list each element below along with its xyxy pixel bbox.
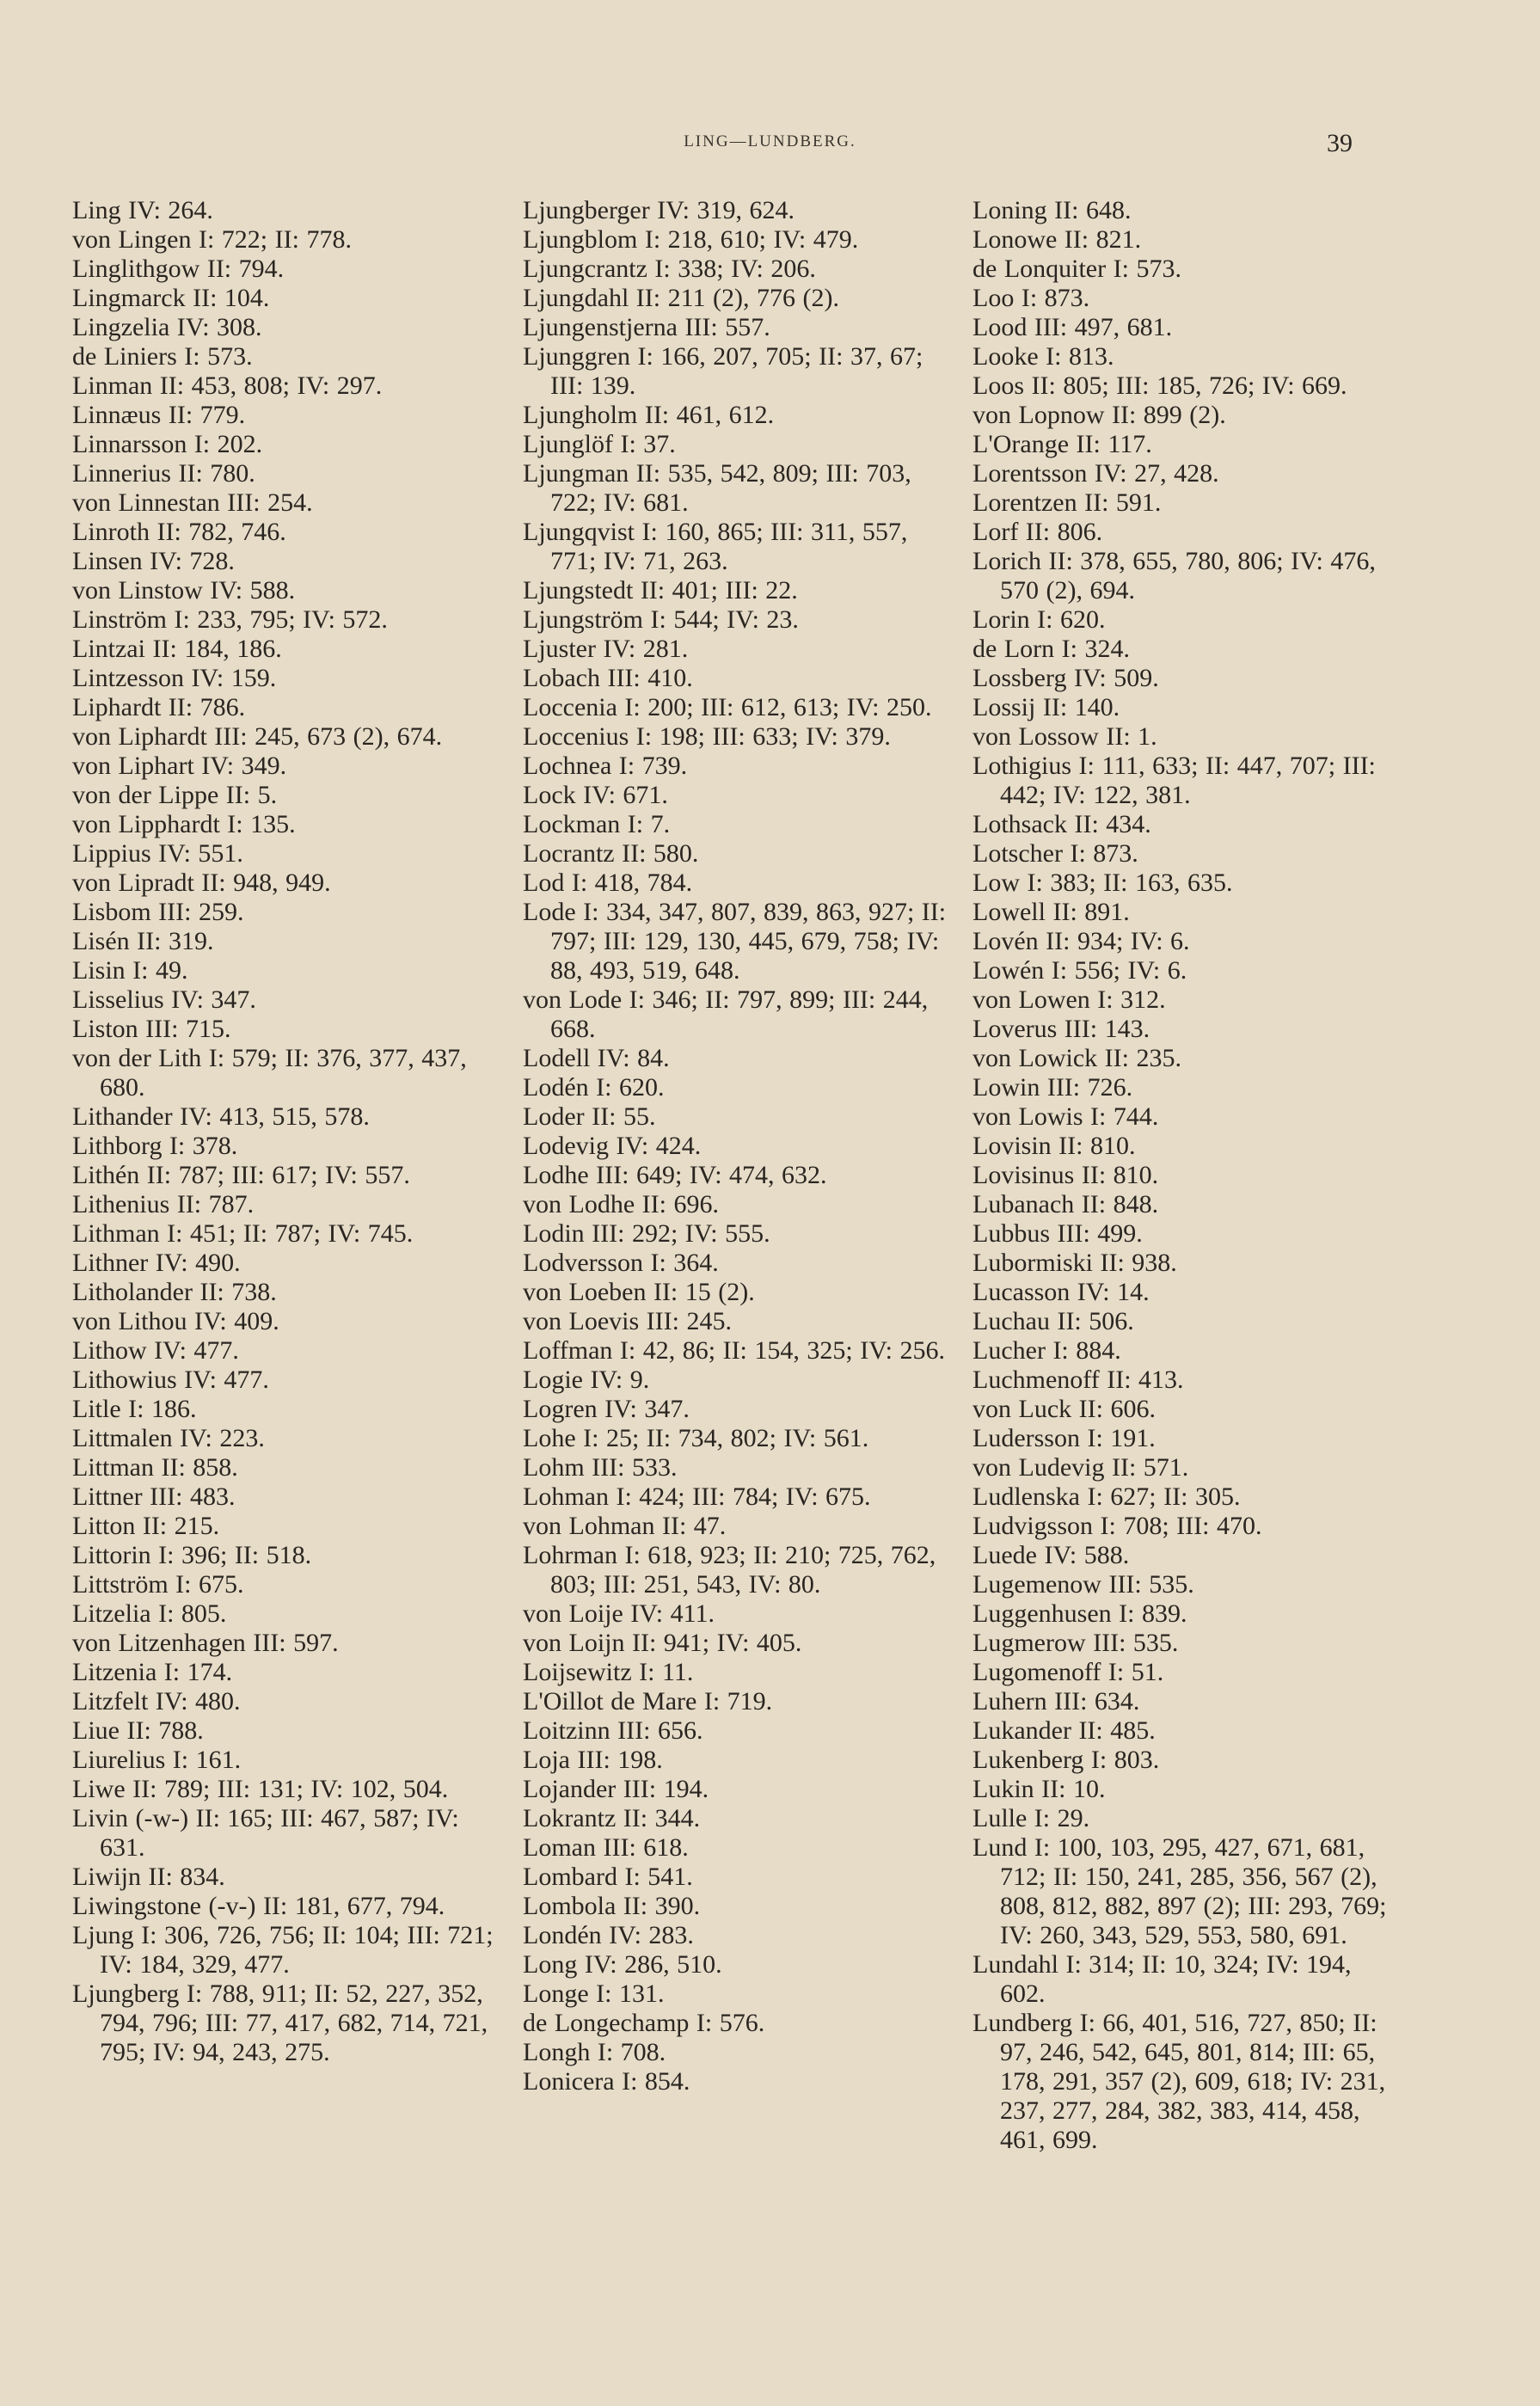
index-entry: von Loevis III: 245. [523, 1307, 732, 1335]
index-entry: Lucher I: 884. [972, 1336, 1121, 1365]
index-entry: Lossij II: 140. [972, 693, 1120, 721]
index-entry: Longh I: 708. [523, 2038, 666, 2066]
index-entry: Ljungdahl II: 211 (2), 776 (2). [523, 284, 839, 312]
index-entry: Lubormiski II: 938. [972, 1249, 1177, 1277]
index-entry: Ljungholm II: 461, 612. [523, 401, 775, 429]
index-entry: Liston III: 715. [72, 1015, 231, 1043]
index-entry: de Lonquiter I: 573. [972, 255, 1181, 283]
index-entry: Liphardt II: 786. [72, 693, 246, 721]
index-entry: Lock IV: 671. [523, 781, 668, 809]
index-entry: Loijsewitz I: 11. [523, 1658, 694, 1686]
index-entry: Lovisinus II: 810. [972, 1161, 1159, 1189]
page-number: 39 [1327, 129, 1353, 157]
index-entry: Lithman I: 451; II: 787; IV: 745. [72, 1219, 414, 1248]
index-entry: von Lode I: 346; II: 797, 899; III: 244, 668. [523, 985, 929, 1043]
index-entry: Litzelia I: 805. [72, 1599, 227, 1628]
index-entry: Ljungcrantz I: 338; IV: 206. [523, 255, 816, 283]
index-entry: Ludvigsson I: 708; III: 470. [972, 1512, 1262, 1540]
index-entry: Lombard I: 541. [523, 1863, 693, 1891]
index-entry: L'Orange II: 117. [972, 430, 1152, 458]
index-entry: de Longechamp I: 576. [523, 2009, 765, 2037]
running-head: LING—LUNDBERG. [684, 132, 856, 150]
index-entry: Loning II: 648. [972, 196, 1132, 224]
index-entry: Lonowe II: 821. [972, 225, 1142, 254]
index-entry: Looke I: 813. [972, 342, 1114, 371]
index-entry: Lohman I: 424; III: 784; IV: 675. [523, 1482, 871, 1511]
index-entry: Litle I: 186. [72, 1395, 197, 1423]
index-entry: Lithén II: 787; III: 617; IV: 557. [72, 1161, 410, 1189]
index-entry: von Lodhe II: 696. [523, 1190, 719, 1218]
index-entry: Longe I: 131. [523, 1979, 665, 2008]
index-entry: Ling IV: 264. [72, 196, 213, 224]
index-entry: Logren IV: 347. [523, 1395, 690, 1423]
index-entry: Linnæus II: 779. [72, 401, 246, 429]
index-entry: Logie IV: 9. [523, 1366, 650, 1394]
index-entry: Liwijn II: 834. [72, 1863, 225, 1891]
index-entry: Lombola II: 390. [523, 1892, 701, 1920]
index-entry: Littman II: 858. [72, 1453, 238, 1482]
index-entry: Lodversson I: 364. [523, 1249, 719, 1277]
index-entry: Lojander III: 194. [523, 1775, 709, 1803]
index-entry: Lobach III: 410. [523, 664, 693, 692]
index-entry: Ljungman II: 535, 542, 809; III: 703, 722; IV: 681. [523, 459, 911, 517]
index-entry: Ljungenstjerna III: 557. [523, 313, 770, 341]
index-entry: Lodhe III: 649; IV: 474, 632. [523, 1161, 827, 1189]
index-entry: von der Lippe II: 5. [72, 781, 278, 809]
index-entry: Ljungqvist I: 160, 865; III: 311, 557, 771; IV: 71, 263. [523, 518, 908, 575]
index-entry: Lorf II: 806. [972, 518, 1103, 546]
index-entry: Lorin I: 620. [972, 605, 1106, 634]
index-entry: Lubanach II: 848. [972, 1190, 1159, 1218]
index-entry: von Liphardt III: 245, 673 (2), 674. [72, 722, 443, 751]
index-entry: Lulle I: 29. [972, 1804, 1090, 1832]
index-entry: Littner III: 483. [72, 1482, 236, 1511]
index-entry: Lukin II: 10. [972, 1775, 1106, 1803]
index-entry: von Lowis I: 744. [972, 1102, 1159, 1131]
index-entry: Lode I: 334, 347, 807, 839, 863, 927; II: 797; III: 129, 130, 445, 679, 758; IV: 88, 493, 519, 648. [523, 898, 947, 985]
index-entry: Loccenius I: 198; III: 633; IV: 379. [523, 722, 891, 751]
index-entry: Lorentsson IV: 27, 428. [972, 459, 1219, 488]
index-entry: Lod I: 418, 784. [523, 868, 693, 897]
index-entry: Lohrman I: 618, 923; II: 210; 725, 762, 803; III: 251, 543, IV: 80. [523, 1541, 936, 1599]
index-entry: Lowén I: 556; IV: 6. [972, 956, 1187, 985]
index-entry: Lonicera I: 854. [523, 2067, 690, 2096]
index-entry: Lovén II: 934; IV: 6. [972, 927, 1190, 955]
index-entry: von der Lith I: 579; II: 376, 377, 437, 680. [72, 1044, 467, 1102]
index-entry: Loffman I: 42, 86; II: 154, 325; IV: 256. [523, 1336, 945, 1365]
index-entry: Linroth II: 782, 746. [72, 518, 286, 546]
index-entry: Luchmenoff II: 413. [972, 1366, 1184, 1394]
index-entry: von Lowick II: 235. [972, 1044, 1181, 1072]
index-entry: Ljungström I: 544; IV: 23. [523, 605, 799, 634]
index-entry: Lodin III: 292; IV: 555. [523, 1219, 770, 1248]
index-entry: Lothigius I: 111, 633; II: 447, 707; III: 442; IV: 122, 381. [972, 752, 1376, 809]
index-entry: de Liniers I: 573. [72, 342, 253, 371]
index-entry: Linglithgow II: 794. [72, 255, 285, 283]
index-entry: Lukander II: 485. [972, 1716, 1156, 1745]
index-entry: Lugomenoff I: 51. [972, 1658, 1164, 1686]
index-entry: Lodén I: 620. [523, 1073, 665, 1102]
index-entry: Lingzelia IV: 308. [72, 313, 262, 341]
index-entry: Ljungberger IV: 319, 624. [523, 196, 795, 224]
index-entry: von Lingen I: 722; II: 778. [72, 225, 352, 254]
index-entry: Ljunglöf I: 37. [523, 430, 676, 458]
index-entry: Lithow IV: 477. [72, 1336, 239, 1365]
index-entry: Ljunggren I: 166, 207, 705; II: 37, 67; III: 139. [523, 342, 923, 400]
index-entry: Loverus III: 143. [972, 1015, 1150, 1043]
index-entry: Litton II: 215. [72, 1512, 220, 1540]
index-entry: L'Oillot de Mare I: 719. [523, 1687, 773, 1716]
index-entry: Linnarsson I: 202. [72, 430, 263, 458]
index-entry: Lithenius II: 787. [72, 1190, 255, 1218]
index-entry: Lohe I: 25; II: 734, 802; IV: 561. [523, 1424, 869, 1452]
index-entry: Ljungstedt II: 401; III: 22. [523, 576, 798, 605]
index-entry: Lisin I: 49. [72, 956, 188, 985]
index-entry: Lundahl I: 314; II: 10, 324; IV: 194, 602. [972, 1950, 1352, 2008]
index-entry: Litholander II: 738. [72, 1278, 277, 1306]
index-column-2 [523, 196, 953, 2096]
index-entry: Linsen IV: 728. [72, 547, 235, 575]
index-entry: von Linstow IV: 588. [72, 576, 296, 605]
index-entry: von Lossow II: 1. [972, 722, 1157, 751]
index-entry: Lowell II: 891. [972, 898, 1130, 926]
index-entry: Lovisin II: 810. [972, 1132, 1136, 1160]
index-entry: von Lipradt II: 948, 949. [72, 868, 331, 897]
index-entry: Ljungberg I: 788, 911; II: 52, 227, 352, 794, 796; III: 77, 417, 682, 714, 721, 795; IV: 94, 243, 275. [72, 1979, 488, 2066]
index-entry: Lippius IV: 551. [72, 839, 243, 868]
index-entry: von Litzenhagen III: 597. [72, 1629, 339, 1657]
index-entry: Lood III: 497, 681. [972, 313, 1173, 341]
index-entry: von Lowen I: 312. [972, 985, 1166, 1014]
index-entry: Loitzinn III: 656. [523, 1716, 703, 1745]
index-entry: von Lohman II: 47. [523, 1512, 727, 1540]
index-entry: Ljung I: 306, 726, 756; II: 104; III: 721; IV: 184, 329, 477. [72, 1921, 494, 1979]
index-entry: Luede IV: 588. [972, 1541, 1130, 1569]
index-entry: Lorich II: 378, 655, 780, 806; IV: 476, 570 (2), 694. [972, 547, 1376, 605]
index-entry: Loccenia I: 200; III: 612, 613; IV: 250. [523, 693, 932, 721]
index-column-3 [972, 196, 1402, 2155]
index-entry: von Lipphardt I: 135. [72, 810, 296, 838]
index-entry: Litzfelt IV: 480. [72, 1687, 241, 1716]
index-entry: de Lorn I: 324. [972, 635, 1130, 663]
index-entry: Linström I: 233, 795; IV: 572. [72, 605, 388, 634]
index-entry: Littmalen IV: 223. [72, 1424, 265, 1452]
index-entry: Locrantz II: 580. [523, 839, 699, 868]
index-entry: Lugmerow III: 535. [972, 1629, 1179, 1657]
index-entry: Lisbom III: 259. [72, 898, 244, 926]
index-entry: Loos II: 805; III: 185, 726; IV: 669. [972, 371, 1347, 400]
index-entry: Livin (-w-) II: 165; III: 467, 587; IV: 631. [72, 1804, 459, 1862]
index-entry: Lisselius IV: 347. [72, 985, 256, 1014]
index-entry: Loder II: 55. [523, 1102, 656, 1131]
index-entry: Lintzai II: 184, 186. [72, 635, 282, 663]
index-entry: Linman II: 453, 808; IV: 297. [72, 371, 383, 400]
index-entry: Lisén II: 319. [72, 927, 214, 955]
index-entry: Litzenia I: 174. [72, 1658, 233, 1686]
index-entry: Low I: 383; II: 163, 635. [972, 868, 1233, 897]
index-entry: Loja III: 198. [523, 1746, 663, 1774]
index-entry: von Linnestan III: 254. [72, 488, 313, 517]
index-entry: Littström I: 675. [72, 1570, 244, 1599]
index-entry: von Liphart IV: 349. [72, 752, 287, 780]
index-entry: Lithowius IV: 477. [72, 1366, 269, 1394]
index-entry: Loo I: 873. [972, 284, 1090, 312]
index-entry: Liwe II: 789; III: 131; IV: 102, 504. [72, 1775, 449, 1803]
index-entry: Lochnea I: 739. [523, 752, 688, 780]
index-entry: von Loeben II: 15 (2). [523, 1278, 755, 1306]
index-entry: Lodevig IV: 424. [523, 1132, 702, 1160]
index-entry: Lothsack II: 434. [972, 810, 1151, 838]
page-header [0, 129, 1540, 163]
index-entry: Liue II: 788. [72, 1716, 204, 1745]
index-entry: Lundberg I: 66, 401, 516, 727, 850; II: 97, 246, 542, 645, 801, 814; III: 65, 178, 291, 357 (2), 609, 618; IV: 231, 237, 277, 284, 382, 383, 414, 458, 461, 699. [972, 2009, 1386, 2154]
index-entry: Lotscher I: 873. [972, 839, 1138, 868]
index-entry: Linnerius II: 780. [72, 459, 255, 488]
index-entry: Lund I: 100, 103, 295, 427, 671, 681, 712; II: 150, 241, 285, 356, 567 (2), 808, 812, 882, 897 (2); III: 293, 769; IV: 260, 343, 529, 553, 580, 691. [972, 1833, 1387, 1949]
index-entry: von Ludevig II: 571. [972, 1453, 1189, 1482]
index-entry: Luhern III: 634. [972, 1687, 1140, 1716]
index-entry: Loman III: 618. [523, 1833, 689, 1862]
index-entry: Liwingstone (-v-) II: 181, 677, 794. [72, 1892, 445, 1920]
index-entry: Lithander IV: 413, 515, 578. [72, 1102, 370, 1131]
index-entry: Lossberg IV: 509. [972, 664, 1159, 692]
index-entry: Lugemenow III: 535. [972, 1570, 1194, 1599]
index-column-1 [72, 196, 502, 2067]
index-entry: von Luck II: 606. [972, 1395, 1156, 1423]
index-entry: Ludlenska I: 627; II: 305. [972, 1482, 1241, 1511]
index-entry: Littorin I: 396; II: 518. [72, 1541, 312, 1569]
index-entry: Ljuster IV: 281. [523, 635, 689, 663]
index-entry: von Lithou IV: 409. [72, 1307, 279, 1335]
index-entry: von Lopnow II: 899 (2). [972, 401, 1226, 429]
index-entry: Lowin III: 726. [972, 1073, 1133, 1102]
index-entry: Lokrantz II: 344. [523, 1804, 701, 1832]
index-entry: Lukenberg I: 803. [972, 1746, 1160, 1774]
index-entry: Lingmarck II: 104. [72, 284, 270, 312]
index-entry: Lubbus III: 499. [972, 1219, 1143, 1248]
index-entry: Londén IV: 283. [523, 1921, 694, 1949]
index-entry: Ludersson I: 191. [972, 1424, 1156, 1452]
index-entry: Luchau II: 506. [972, 1307, 1134, 1335]
index-entry: Lithner IV: 490. [72, 1249, 241, 1277]
index-entry: von Loijn II: 941; IV: 405. [523, 1629, 802, 1657]
index-entry: Lockman I: 7. [523, 810, 671, 838]
index-entry: Lorentzen II: 591. [972, 488, 1162, 517]
index-entry: Luggenhusen I: 839. [972, 1599, 1187, 1628]
index-entry: Lithborg I: 378. [72, 1132, 238, 1160]
index-entry: Lintzesson IV: 159. [72, 664, 277, 692]
index-entry: Ljungblom I: 218, 610; IV: 479. [523, 225, 859, 254]
index-entry: Liurelius I: 161. [72, 1746, 242, 1774]
index-entry: Lodell IV: 84. [523, 1044, 670, 1072]
index-entry: Lucasson IV: 14. [972, 1278, 1150, 1306]
index-entry: Long IV: 286, 510. [523, 1950, 722, 1979]
index-entry: Lohm III: 533. [523, 1453, 678, 1482]
index-entry: von Loije IV: 411. [523, 1599, 715, 1628]
